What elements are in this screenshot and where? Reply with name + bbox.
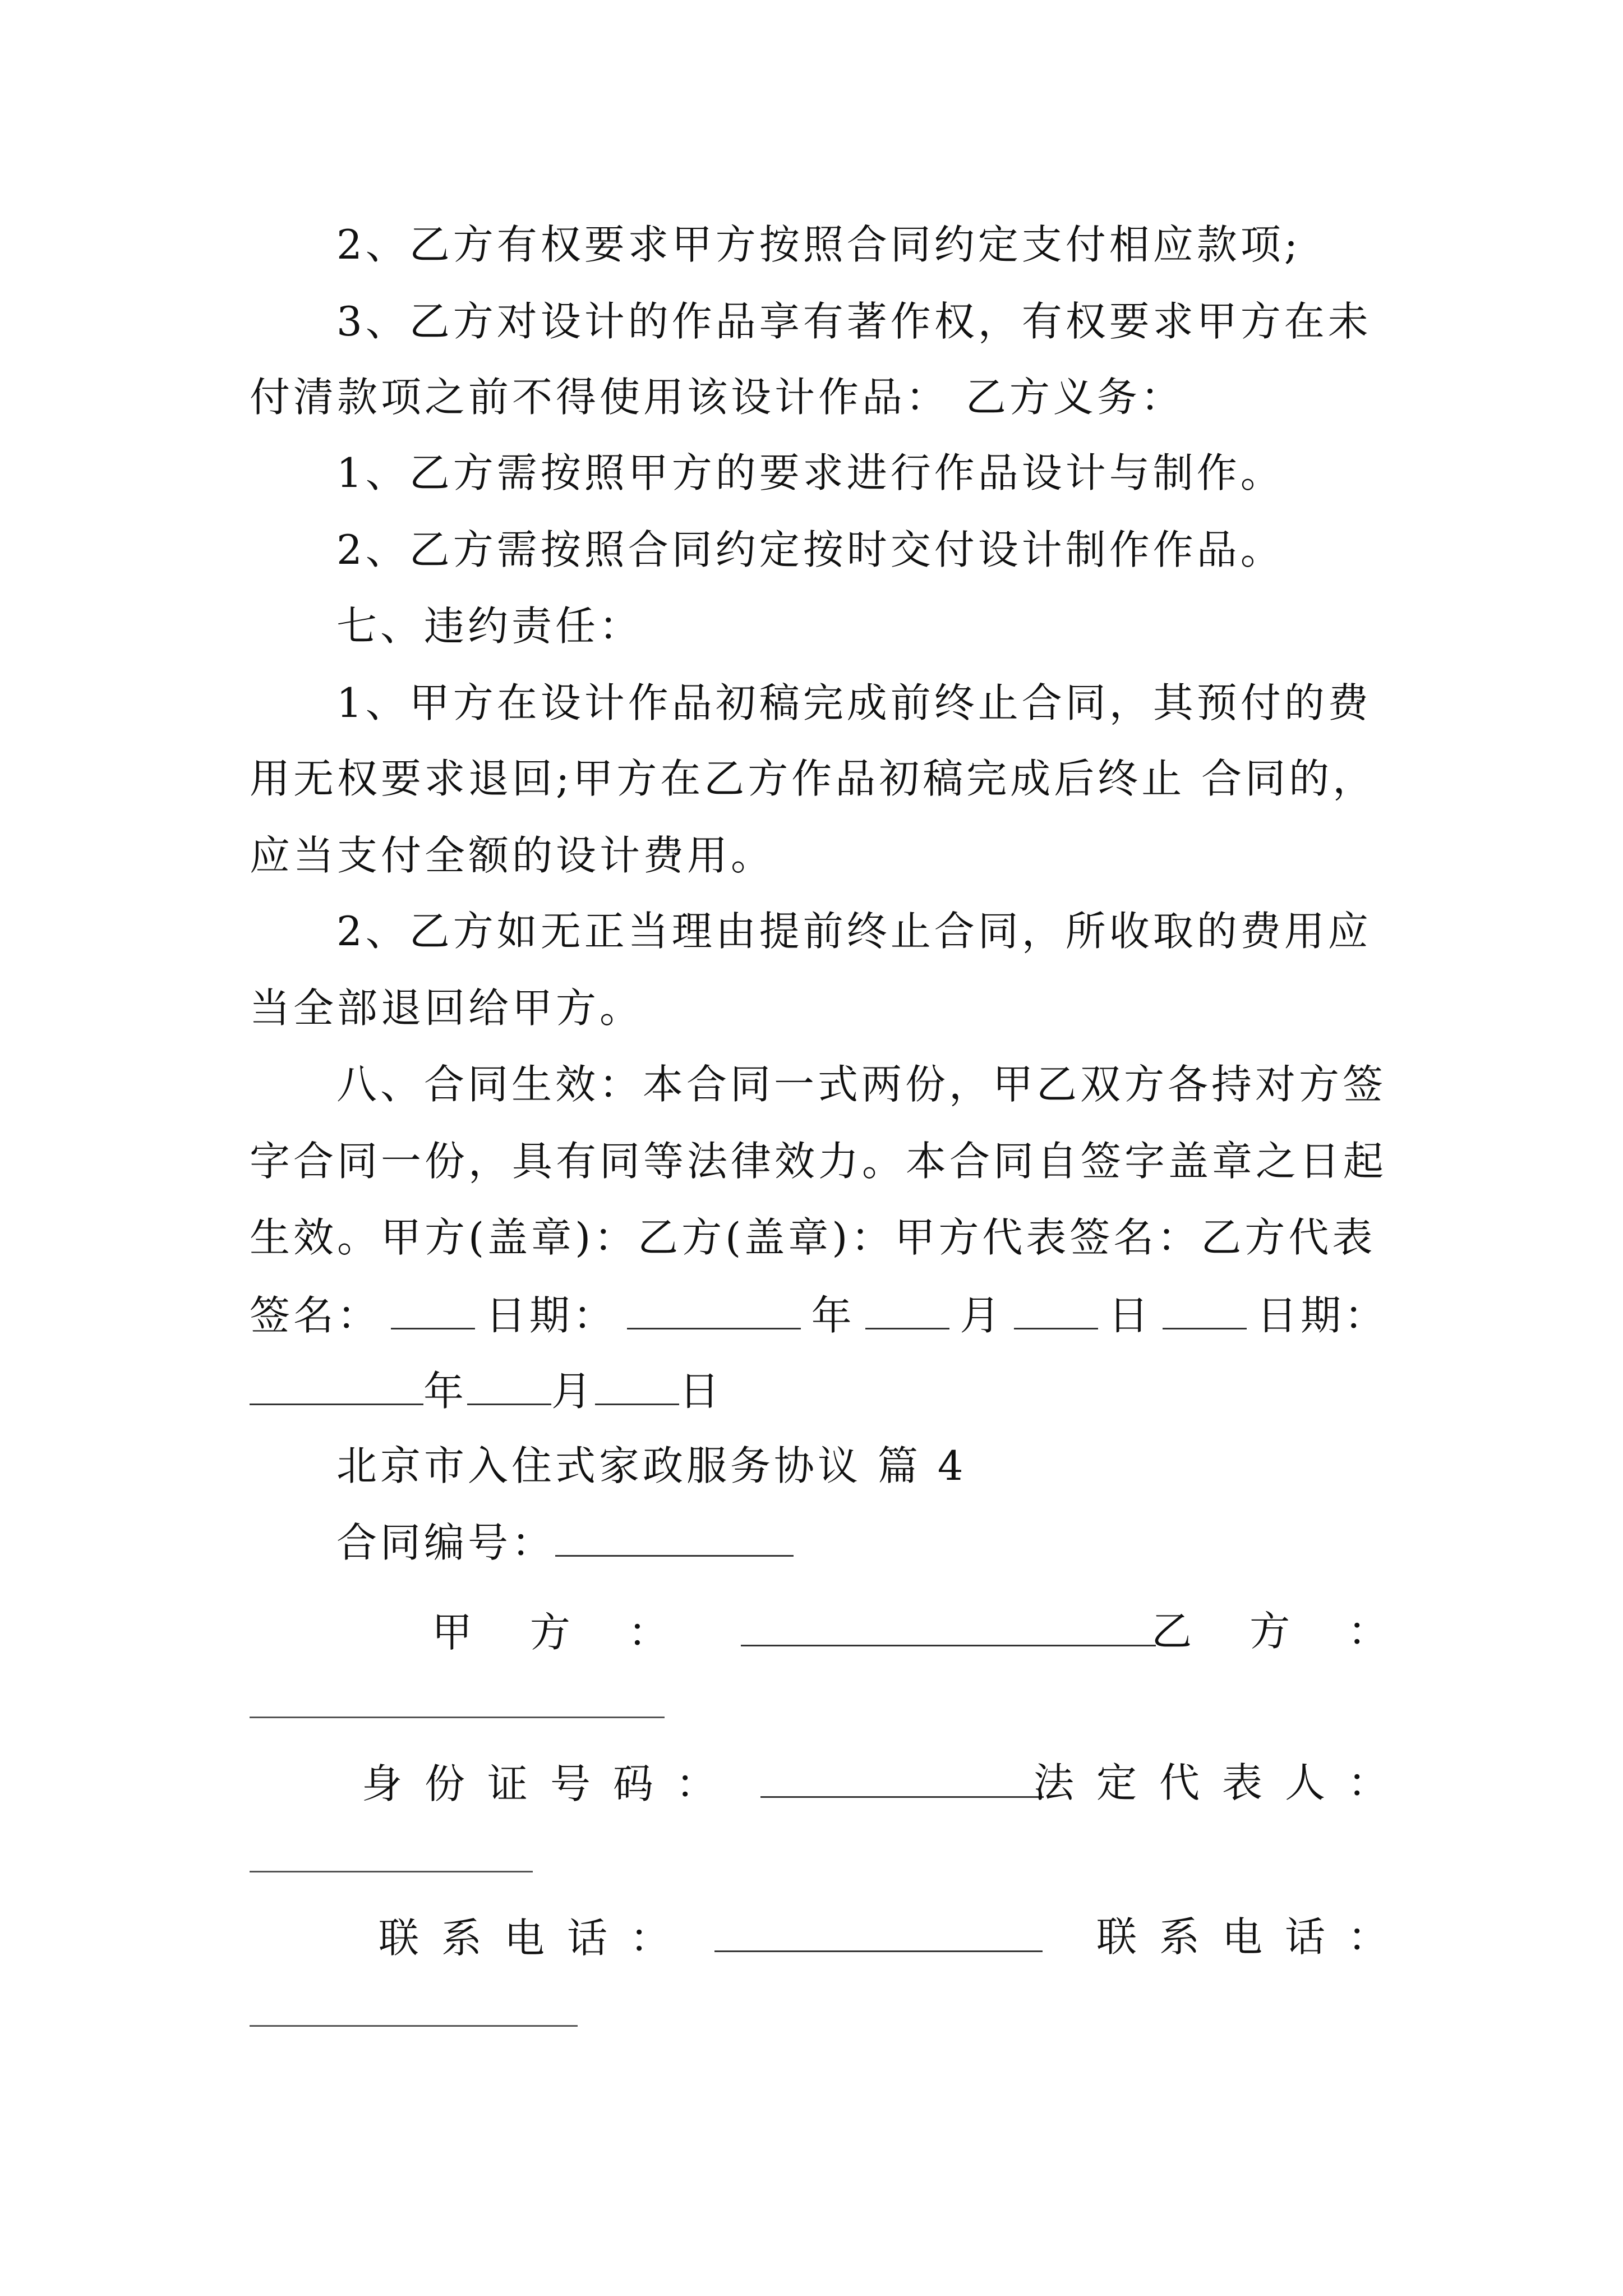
- paragraph-line: 当全部退回给甲方。: [250, 984, 644, 1032]
- year-blank[interactable]: [250, 1363, 423, 1405]
- month-label: 月: [960, 1292, 1004, 1339]
- date-line: [250, 1363, 1388, 1417]
- paragraph-line: 1、乙方需按照甲方的要求进行作品设计与制作。: [336, 449, 1284, 496]
- paragraph-line: 八、合同生效：本合同一式两份，甲乙双方各持对方签: [336, 1061, 1387, 1108]
- paragraph-line: 3、乙方对设计的作品享有著作权，有权要求甲方在未: [336, 298, 1372, 345]
- month-label: 月: [551, 1368, 596, 1415]
- signature-line: [250, 1287, 1388, 1341]
- sign-label: 签名：: [250, 1292, 381, 1339]
- phone-label-b: 联系电话：: [1096, 1913, 1410, 1961]
- phone-blank-a[interactable]: [714, 1910, 1043, 1952]
- paragraph-line: 付清款项之前不得使用该设计作品： 乙方义务：: [250, 374, 1184, 421]
- section-heading: 七、违约责任：: [336, 602, 643, 650]
- day-blank[interactable]: [1014, 1287, 1098, 1329]
- legal-representative-label: 法定代表人：: [1033, 1759, 1410, 1806]
- year-blank[interactable]: [627, 1287, 801, 1329]
- legal-representative-blank[interactable]: [250, 1871, 533, 1872]
- phone-row: [379, 1910, 1410, 1964]
- blank[interactable]: [1163, 1287, 1247, 1329]
- party-a-label: 甲 方 ：: [432, 1609, 691, 1656]
- paragraph-line: 1、甲方在设计作品初稿完成前终止合同，其预付的费: [336, 679, 1372, 726]
- party-row: [432, 1604, 1410, 1658]
- phone-blank-b[interactable]: [250, 2025, 578, 2027]
- sign-blank[interactable]: [391, 1287, 475, 1329]
- day-label: 日: [1108, 1292, 1152, 1339]
- date-label: 日期：: [1256, 1292, 1388, 1339]
- contract-number-blank[interactable]: [555, 1515, 794, 1557]
- paragraph-line: 字合同一份，具有同等法律效力。本合同自签字盖章之日起: [250, 1138, 1387, 1185]
- paragraph-line: 2、乙方有权要求甲方按照合同约定支付相应款项;: [336, 221, 1302, 268]
- year-label: 年: [423, 1368, 468, 1415]
- paragraph-line: 应当支付全额的设计费用。: [250, 832, 775, 879]
- id-number-label: 身份证号码：: [362, 1760, 739, 1807]
- year-label: 年: [811, 1292, 855, 1339]
- contract-number-row: [336, 1515, 1388, 1568]
- party-b-label: 乙 方 ：: [1151, 1608, 1410, 1655]
- party-a-blank[interactable]: [741, 1604, 1156, 1646]
- id-number-blank[interactable]: [760, 1756, 1044, 1798]
- day-label: 日: [679, 1368, 723, 1415]
- month-blank[interactable]: [865, 1287, 949, 1329]
- paragraph-line: 2、乙方如无正当理由提前终止合同，所收取的费用应: [336, 908, 1372, 955]
- paragraph-line: 2、乙方需按照合同约定按时交付设计制作作品。: [336, 526, 1284, 573]
- date-label: 日期：: [485, 1292, 617, 1339]
- month-blank[interactable]: [467, 1363, 551, 1405]
- paragraph-line: 生效。甲方(盖章)：乙方(盖章)：甲方代表签名：乙方代表: [250, 1214, 1376, 1261]
- party-b-blank[interactable]: [250, 1717, 665, 1718]
- day-blank[interactable]: [595, 1363, 679, 1405]
- id-row: [362, 1756, 1410, 1810]
- section-title: 北京市入住式家政服务协议 篇 4: [336, 1442, 967, 1489]
- contract-number-label: 合同编号：: [336, 1519, 556, 1566]
- paragraph-line: 用无权要求退回;甲方在乙方作品初稿完成后终止 合同的，: [250, 755, 1377, 802]
- phone-label-a: 联系电话：: [379, 1915, 693, 1962]
